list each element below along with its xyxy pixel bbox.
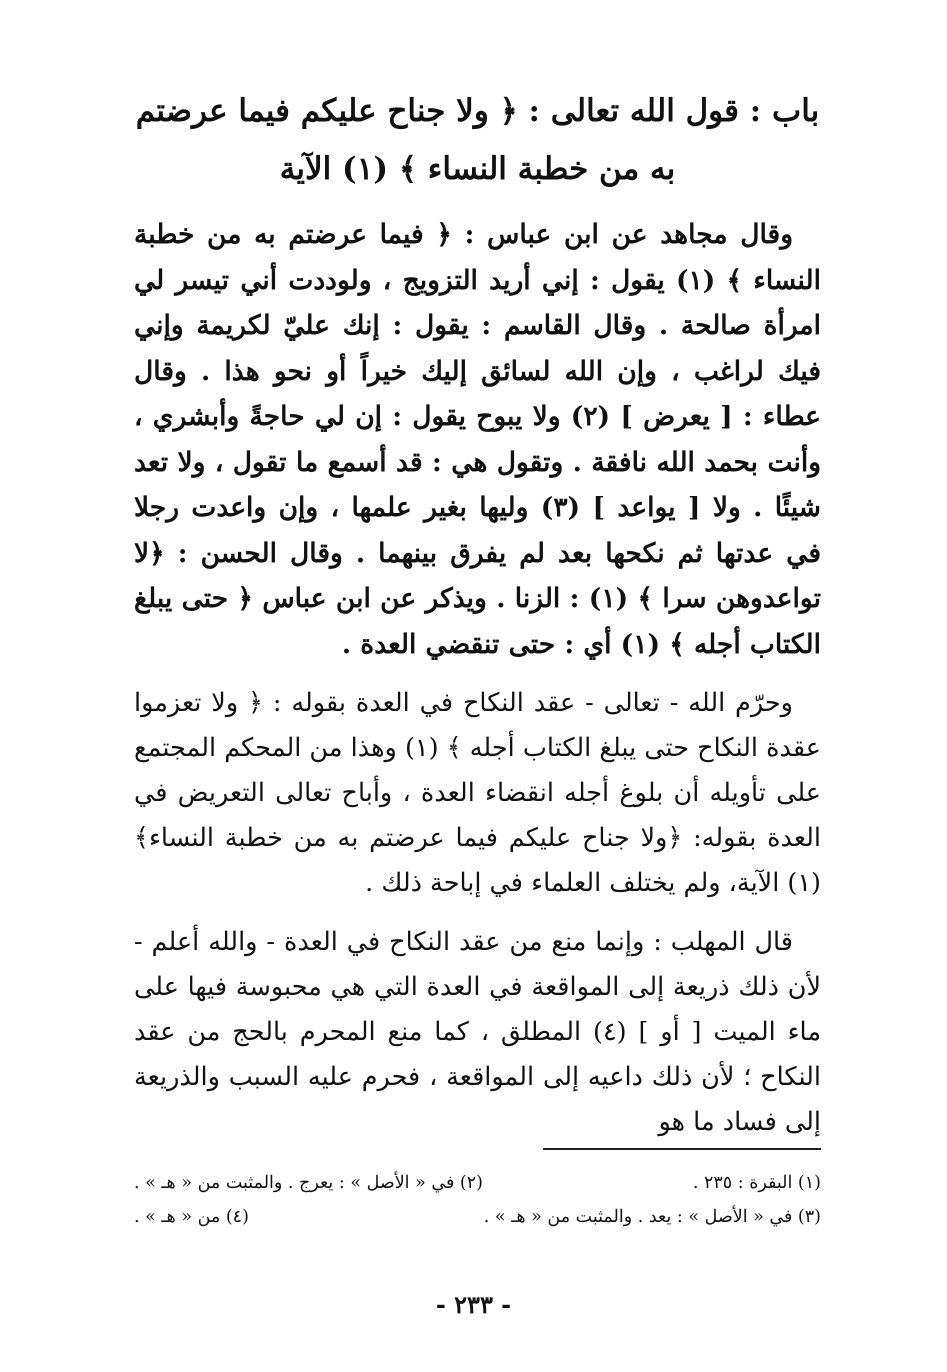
footnote-row-1 — [134, 1166, 821, 1200]
footnote-3: (٣) في « الأصل » : يعد . والمثبت من « هـ » . — [483, 1207, 821, 1227]
chapter-title — [134, 82, 821, 198]
footnotes — [134, 1166, 821, 1234]
footnote-row-2 — [134, 1200, 821, 1234]
footnote-separator — [543, 1148, 821, 1150]
paragraph-2 — [134, 681, 821, 906]
paragraph-3 — [134, 920, 821, 1145]
paragraph-3-text: قال المهلب : وإنما منع من عقد النكاح في العدة - والله أعلم - لأن ذلك ذريعة إلى المواقعة في العدة التي هي محبوسة فيها على ماء الميت [ أو ] (٤) المطلق ، كما منع المحرم بالحج من عقد النكاح ؛ لأن ذلك داعيه إلى المواقعة ، فحرم عليه السبب والذريعة إلى فساد ما هو — [134, 927, 821, 1137]
paragraph-1-text: وقال مجاهد عن ابن عباس : ﴿ فيما عرضتم به من خطبة النساء ﴾ (١) يقول : إني أريد التزويج ، ولوددت أني تيسر لي امرأة صالحة . وقال القاسم : يقول : إنك عليّ لكريمة وإني فيك لراغب ، وإن الله لسائق إليك خيراً أو نحو هذا . وقال عطاء : [ يعرض ] (٢) ولا يبوح يقول : إن لي حاجةً وأبشري ، وأنت بحمد الله نافقة . وتقول هي : قد أسمع ما تقول ، ولا تعد شيئًا . ولا [ يواعد ] (٣) وليها بغير علمها ، وإن واعدت رجلا في عدتها ثم نكحها بعد لم يفرق بينهما . وقال الحسن : ﴿لا تواعدوهن سرا ﴾ (١) : الزنا . ويذكر عن ابن عباس ﴿ حتى يبلغ الكتاب أجله ﴾ (١) أي : حتى تنقضي العدة . — [134, 219, 821, 660]
chapter-title-line-1: باب : قول الله تعالى : ﴿ ولا جناح عليكم فيما عرضتم — [135, 93, 820, 129]
footnote-1: (١) البقرة : ٢٣٥ . — [692, 1173, 821, 1193]
chapter-title-line-2: به من خطبة النساء ﴾ (١) الآية — [279, 151, 676, 187]
page-number: - ٢٣٣ - — [435, 1290, 512, 1319]
paragraph-1 — [134, 212, 821, 667]
footnote-2: (٢) في « الأصل » : يعرج . والمثبت من « هـ » . — [134, 1173, 483, 1193]
footnote-4: (٤) من « هـ » . — [134, 1207, 249, 1227]
paragraph-2-text: وحرّم الله - تعالى - عقد النكاح في العدة بقوله : ﴿ ولا تعزموا عقدة النكاح حتى يبلغ الكتاب أجله ﴾ (١) وهذا من المحكم المجتمع على تأويله أن بلوغ أجله انقضاء العدة ، وأباح تعالى التعريض في العدة بقوله: ﴿ولا جناح عليكم فيما عرضتم به من خطبة النساء﴾(١) الآية، ولم يختلف العلماء في إباحة ذلك . — [134, 688, 821, 898]
